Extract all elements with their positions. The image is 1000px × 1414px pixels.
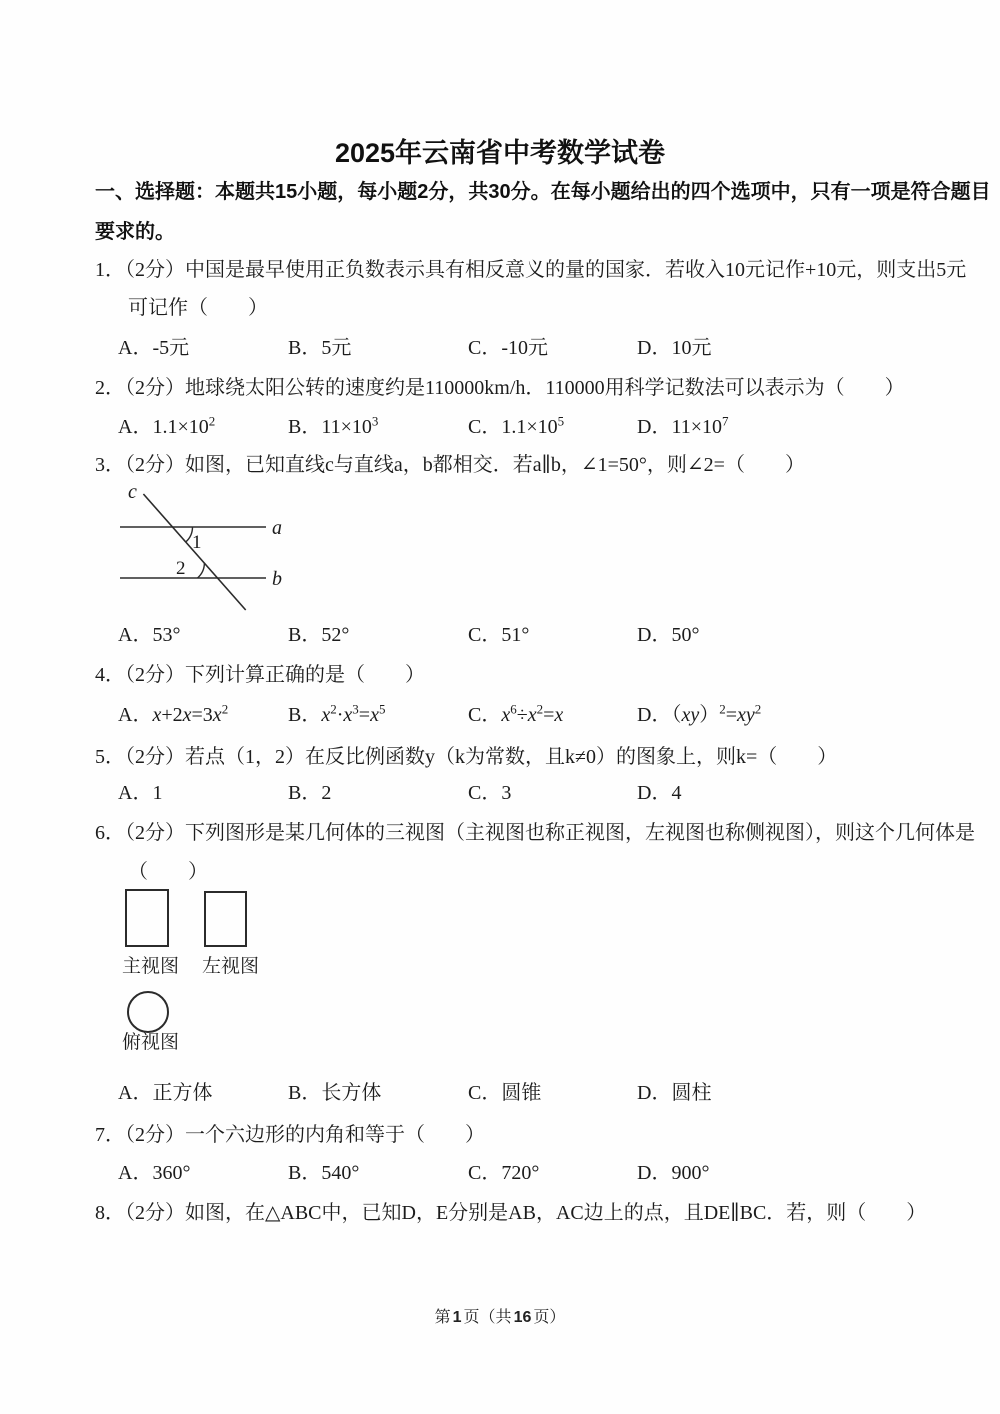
question-1-option-b: B．5元: [288, 337, 352, 359]
question-2-stem-line-1: 2．（2分）地球绕太阳公转的速度约是110000km/h．110000用科学记数法可以表示为（ ）: [95, 377, 905, 399]
question-2-option-c: C．$1.1\times 10^5$: [468, 413, 565, 438]
question-6-stem-line-1: 6．（2分）下列图形是某几何体的三视图（主视图也称正视图，左视图也称侧视图），则这个几何体是: [95, 822, 975, 844]
question-4-option-b: B．$x^2\cdot x^3=x^5$: [288, 701, 386, 726]
left-view-label: 左视图: [202, 956, 260, 977]
question-3-options: [0, 621, 1000, 649]
question-5-option-a: A．1: [118, 782, 163, 804]
question-1-option-a: A．-5元: [118, 337, 190, 359]
question-5-stem-line-1: 5．（2分）若点（1，2）在反比例函数y（k为常数，且k≠0）的图象上，则k=（ ）: [95, 746, 838, 768]
page-number-footer: 第 1 页（共 16 页）: [434, 1309, 566, 1326]
question-2-option-b: B．$11\times 10^3$: [288, 413, 379, 438]
question-5-option-d: D．4: [637, 782, 682, 804]
question-5-options: [0, 779, 1000, 807]
question-7-option-a: A．360°: [118, 1162, 191, 1184]
line-c-label: c: [128, 481, 137, 503]
front-view-rectangle: [125, 889, 169, 947]
question-7-option-b: B．540°: [288, 1162, 360, 1184]
top-view-label: 俯视图: [122, 1032, 180, 1053]
question-4-option-a: A．$x+2x=3x^2$: [118, 701, 229, 726]
question-4-stem-line-1: 4．（2分）下列计算正确的是（ ）: [95, 664, 425, 686]
line-b-label: b: [272, 568, 282, 590]
line-a-label: a: [272, 517, 282, 539]
front-view-label: 主视图: [122, 956, 180, 977]
question-6-option-b: B．长方体: [288, 1082, 382, 1104]
top-view-circle: [127, 991, 169, 1033]
question-2-option-d: D．$11\times 10^7$: [637, 413, 729, 438]
question-1-stem-line-2: 可记作（ ）: [128, 297, 268, 319]
question-6-option-d: D．圆柱: [637, 1082, 712, 1104]
question-6-options: [0, 1079, 1000, 1107]
question-3-option-c: C．51°: [468, 624, 530, 646]
question-1-option-c: C．-10元: [468, 337, 548, 359]
section-heading-line-1: 一、选择题：本题共15小题，每小题2分，共30分。在每小题给出的四个选项中，只有一项是符合题目: [95, 181, 991, 203]
question-7-option-c: C．720°: [468, 1162, 540, 1184]
question-3-option-d: D．50°: [637, 624, 700, 646]
question-7-option-d: D．900°: [637, 1162, 710, 1184]
section-heading-line-2: 要求的。: [95, 221, 175, 243]
question-1-option-d: D．10元: [637, 337, 712, 359]
question-6-option-c: C．圆锥: [468, 1082, 542, 1104]
question-4-option-c: C．$x^6\div x^2=x$: [468, 701, 564, 726]
question-6-option-a: A．正方体: [118, 1082, 213, 1104]
question-8-stem-line-1: 8．（2分）如图，在△ABC中，已知D，E分别是AB，AC边上的点，且DE∥BC．若，则（ ）: [95, 1202, 927, 1224]
left-view-rectangle: [204, 891, 247, 947]
angle-1-label: 1: [192, 532, 202, 553]
angle-2-arc: [198, 563, 205, 578]
question-5-option-c: C．3: [468, 782, 512, 804]
question-7-options: [0, 1159, 1000, 1187]
question-2-option-a: A．$1.1\times 10^2$: [118, 413, 216, 438]
angle-2-label: 2: [176, 558, 186, 579]
question-4-option-d: D．$(xy)^2=xy^2$: [637, 701, 762, 726]
question-2-options: [0, 413, 1000, 441]
question-1-options: [0, 334, 1000, 362]
question-6-stem-line-2: （ ）: [128, 861, 208, 883]
question-1-stem-line-1: 1．（2分）中国是最早使用正负数表示具有相反意义的量的国家．若收入10元记作+10元，则支出5元: [95, 259, 967, 281]
question-4-options: [0, 701, 1000, 729]
question-7-stem-line-1: 7．（2分）一个六边形的内角和等于（ ）: [95, 1124, 485, 1146]
question-5-option-b: B．2: [288, 782, 332, 804]
question-3-option-a: A．53°: [118, 624, 181, 646]
question-3-stem-line-1: 3．（2分）如图，已知直线c与直线a，b都相交．若a∥b，∠1=50°，则∠2=（ ）: [95, 454, 805, 476]
page-title: 2025年云南省中考数学试卷: [334, 138, 666, 168]
parallel-lines-figure: [108, 478, 308, 618]
question-3-option-b: B．52°: [288, 624, 350, 646]
